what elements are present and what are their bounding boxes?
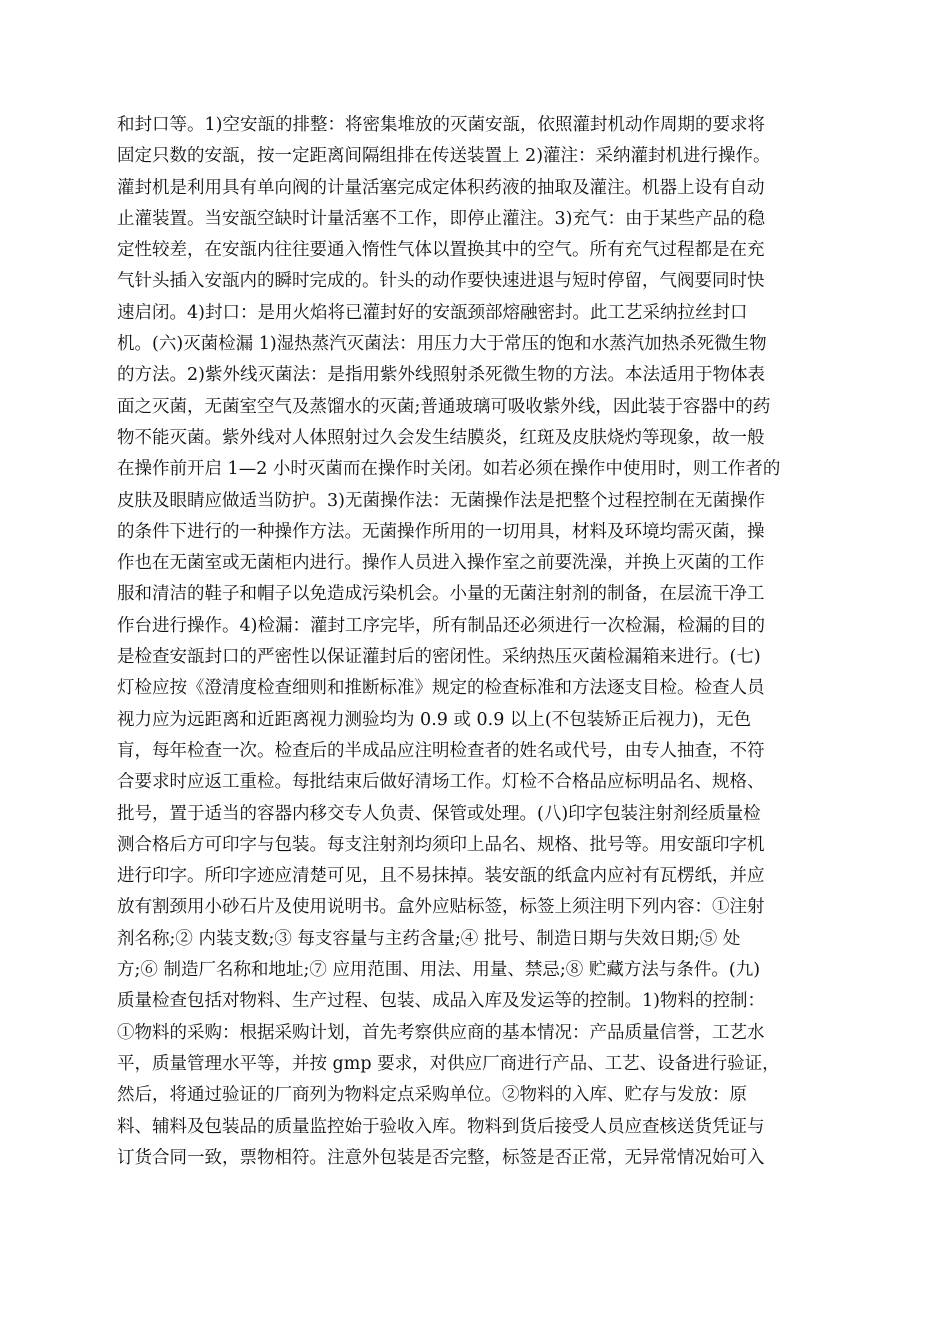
text-line: 平，质量管理水平等，并按 gmp 要求，对供应厂商进行产品、工艺、设备进行验证， (117, 1053, 780, 1074)
text-line: 的条件下进行的一种操作方法。无菌操作所用的一切用具，材料及环境均需灭菌，操 (117, 521, 765, 542)
text-line: 灌封机是利用具有单向阀的计量活塞完成定体积药液的抽取及灌注。机器上设有自动 (117, 177, 765, 198)
text-line: 订货合同一致，票物相符。注意外包装是否完整，标签是否正常，无异常情况始可入 (117, 1147, 765, 1168)
text-line: 测合格后方可印字与包装。每支注射剂均须印上品名、规格、批号等。用安瓿印字机 (117, 834, 765, 855)
text-line: 料、辅料及包装品的质量监控始于验收入库。物料到货后接受人员应查核送货凭证与 (117, 1116, 765, 1137)
text-line: 质量检查包括对物料、生产过程、包装、成品入库及发运等的控制。1)物料的控制： (117, 991, 765, 1012)
text-line: 服和清洁的鞋子和帽子以免造成污染机会。小量的无菌注射剂的制备，在层流干净工 (117, 584, 765, 605)
text-line: 机。(六)灭菌检漏 1)湿热蒸汽灭菌法：用压力大于常压的饱和水蒸汽加热杀死微生物 (117, 334, 767, 355)
text-line: 固定只数的安瓿，按一定距离间隔组排在传送装置上 2)灌注：采纳灌封机进行操作。 (117, 146, 771, 167)
text-line: 作也在无菌室或无菌柜内进行。操作人员进入操作室之前要洗澡，并换上灭菌的工作 (117, 553, 765, 574)
text-line: 作台进行操作。4)检漏：灌封工序完毕，所有制品还必须进行一次检漏，检漏的目的 (117, 615, 765, 636)
text-line: 批号，置于适当的容器内移交专人负责、保管或处理。(八)印字包装注射剂经质量检 (117, 803, 761, 824)
text-line: 然后，将通过验证的厂商列为物料定点采购单位。②物料的入库、贮存与发放：原 (117, 1085, 747, 1106)
text-line: ①物料的采购：根据采购计划，首先考察供应商的基本情况：产品质量信誉，工艺水 (117, 1022, 765, 1043)
text-line: 灯检应按《澄清度检查细则和推断标准》规定的检查标准和方法逐支目检。检查人员 (117, 678, 765, 699)
text-line: 是检查安瓿封口的严密性以保证灌封后的密闭性。采纳热压灭菌检漏箱来进行。(七) (117, 647, 761, 668)
text-line: 气针头插入安瓿内的瞬时完成的。针头的动作要快速进退与短时停留，气阀要同时快 (117, 271, 765, 292)
text-line: 方;⑥ 制造厂名称和地址;⑦ 应用范围、用法、用量、禁忌;⑧ 贮藏方法与条件。(九) (117, 960, 761, 981)
text-line: 的方法。2)紫外线灭菌法：是指用紫外线照射杀死微生物的方法。本法适用于物体表 (117, 365, 765, 386)
text-line: 放有割颈用小砂石片及使用说明书。盒外应贴标签，标签上须注明下列内容：①注射 (117, 897, 765, 918)
text-line: 定性较差，在安瓿内往往要通入惰性气体以置换其中的空气。所有充气过程都是在充 (117, 240, 765, 261)
text-line: 视力应为远距离和近距离视力测验均为 0.9 或 0.9 以上(不包装矫正后视力)，无色 (117, 709, 752, 730)
text-line: 物不能灭菌。紫外线对人体照射过久会发生结膜炎，红斑及皮肤烧灼等现象，故一般 (117, 427, 765, 448)
text-line: 面之灭菌，无菌室空气及蒸馏水的灭菌;普通玻璃可吸收紫外线，因此装于容器中的药 (117, 396, 771, 417)
text-line: 皮肤及眼睛应做适当防护。3)无菌操作法：无菌操作法是把整个过程控制在无菌操作 (117, 490, 765, 511)
text-line: 在操作前开启 1—2 小时灭菌而在操作时关闭。如若必须在操作中使用时，则工作者的 (117, 459, 781, 480)
text-line: 进行印字。所印字迹应清楚可见，且不易抹掉。装安瓿的纸盒内应衬有瓦楞纸，并应 (117, 866, 765, 887)
text-line: 和封口等。1)空安瓿的排整：将密集堆放的灭菌安瓿，依照灌封机动作周期的要求将 (117, 115, 765, 135)
text-line: 剂名称;② 内装支数;③ 每支容量与主药含量;④ 批号、制造日期与失效日期;⑤ 处 (117, 928, 741, 949)
text-line: 肓，每年检查一次。检查后的半成品应注明检查者的姓名或代号，由专人抽查，不符 (117, 740, 765, 761)
text-line: 合要求时应返工重检。每批结束后做好清场工作。灯检不合格品应标明品名、规格、 (117, 772, 765, 793)
text-line: 速启闭。4)封口：是用火焰将已灌封好的安瓿颈部熔融密封。此工艺采纳拉丝封口 (117, 302, 748, 323)
document-body (117, 110, 829, 1174)
text-line: 止灌装置。当安瓿空缺时计量活塞不工作，即停止灌注。3)充气：由于某些产品的稳 (117, 208, 765, 229)
